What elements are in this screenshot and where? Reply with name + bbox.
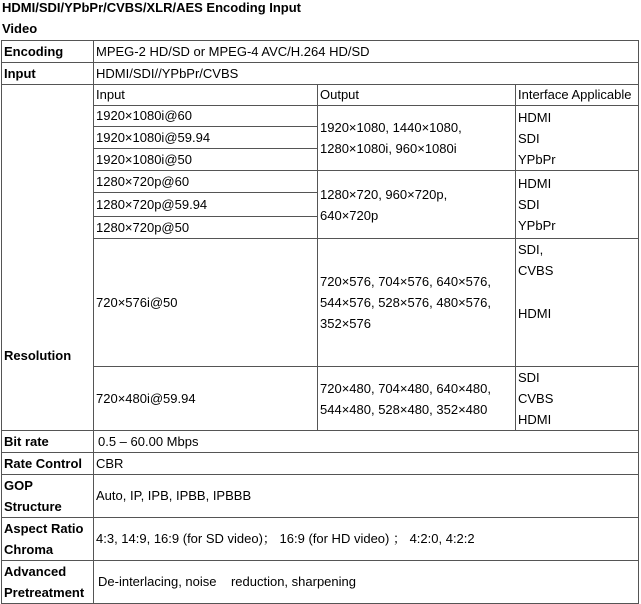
res-input-cell: 1280×720p@59.94 [94,193,318,217]
bitrate-label: Bit rate [2,431,94,453]
res-interface-line: SDI [518,130,540,146]
res-output-cell [318,106,516,171]
col-header-interface: Interface Applicable [516,85,639,106]
res-interface-line: HDMI [518,412,552,427]
res-row [2,171,639,193]
res-interface-line: SDI, [518,242,544,257]
res-interface-line: HDMI [518,306,552,321]
page-title: HDMI/SDI/YPbPr/CVBS/XLR/AES Encoding Input [2,0,302,15]
res-input-cell: 1920×1080i@60 [94,106,318,127]
res-interface-cell [516,106,639,171]
row-rate-control [2,453,639,475]
res-interface-line: YPbPr [518,218,556,233]
resolution-label: Resolution [2,85,94,431]
input-label: Input [2,63,94,85]
res-input-cell: 1920×1080i@59.94 [94,127,318,149]
res-output-cell [318,239,516,367]
gop-value: Auto, IP, IPB, IPBB, IPBBB [94,475,639,518]
res-output-line: 1920×1080, 1440×1080, [320,120,462,135]
spec-table [1,40,639,604]
res-output-line: 720×576, 704×576, 640×576, [320,274,491,289]
res-output-cell [318,367,516,431]
res-input-cell: 1920×1080i@50 [94,149,318,171]
row-bitrate [2,431,639,453]
res-interface-line: SDI [518,370,540,385]
rate-control-label: Rate Control [2,453,94,475]
pretreatment-label-line: Pretreatment [4,585,85,600]
gop-label [2,475,94,518]
row-encoding [2,41,639,63]
res-interface-line: CVBS [518,391,554,406]
res-row [2,106,639,127]
res-interface-line: HDMI [518,176,552,191]
res-output-line: 352×576 [320,316,371,331]
res-interface-line: YPbPr [518,151,556,167]
res-interface-line: CVBS [518,263,554,278]
aspect-label-line: Aspect Ratio [4,521,84,536]
res-row [2,367,639,431]
pretreatment-value: De-interlacing, noise reduction, sharpening [94,561,639,604]
res-output-line: 544×480, 528×480, 352×480 [320,401,488,417]
col-header-input: Input [94,85,318,106]
res-output-cell [318,171,516,239]
col-header-output: Output [318,85,516,106]
aspect-value: 4:3, 14:9, 16:9 (for SD video)； 16:9 (for HD video) ； 4:2:0, 4:2:2 [94,518,639,561]
row-gop [2,475,639,518]
res-input-cell: 1280×720p@50 [94,217,318,239]
res-interface-cell [516,171,639,239]
res-row [2,239,639,367]
spacer [518,281,636,303]
res-output-line: 1280×1080i, 960×1080i [320,141,457,156]
res-output-line: 640×720p [320,207,379,223]
res-input-cell: 1280×720p@60 [94,171,318,193]
resolution-header-row [2,85,639,106]
bitrate-value: 0.5 – 60.00 Mbps [94,431,639,453]
res-interface-cell [516,367,639,431]
row-aspect [2,518,639,561]
row-pretreatment [2,561,639,604]
res-output-line: 720×480, 704×480, 640×480, [320,380,491,396]
encoding-label: Encoding [2,41,94,63]
encoding-value: MPEG-2 HD/SD or MPEG-4 AVC/H.264 HD/SD [94,41,639,63]
aspect-label-line: Chroma [4,542,54,557]
pretreatment-label-line: Advanced [4,564,67,579]
input-value: HDMI/SDI//YPbPr/CVBS [94,63,639,85]
res-interface-line: SDI [518,197,540,212]
res-interface-line: HDMI [518,109,552,125]
section-title-video: Video [2,21,38,36]
res-output-line: 544×576, 528×576, 480×576, [320,295,491,310]
gop-label-line: Structure [4,499,62,514]
res-output-line: 1280×720, 960×720p, [320,186,448,202]
aspect-label [2,518,94,561]
res-interface-cell [516,239,639,367]
gop-label-line: GOP [4,478,33,493]
rate-control-value: CBR [94,453,639,475]
pretreatment-label [2,561,94,604]
row-input [2,63,639,85]
res-input-cell: 720×480i@59.94 [94,367,318,431]
res-input-cell: 720×576i@50 [94,239,318,367]
